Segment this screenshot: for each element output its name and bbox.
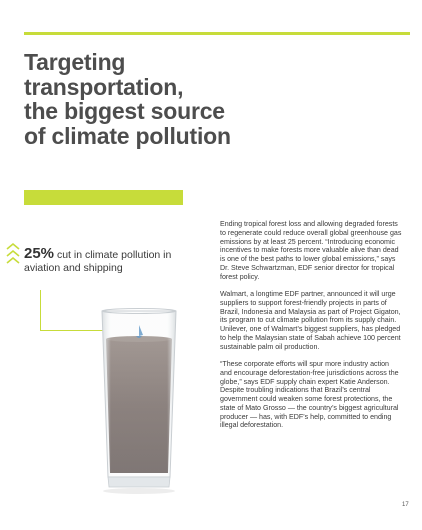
body-copy	[220, 220, 402, 439]
top-accent-rule	[24, 32, 410, 35]
glass-icon	[100, 305, 178, 505]
glass-of-water-illustration	[100, 305, 178, 505]
page-number: 17	[402, 502, 409, 508]
headline-line-4: of climate pollution	[24, 122, 231, 149]
headline-line-2: transportation,	[24, 73, 184, 100]
body-paragraph: Walmart, a longtime EDF partner, announced it will urge suppliers to support forest-friendly projects in parts of Brazil, Indonesia and Malaysia as part of Project Gigaton, its program to cut climate pollution from its supply chain. Unilever, one of Walmart’s biggest suppliers, has pledged to help the Malaysian state of Sabah achieve 100 percent sustainable palm oil production.	[220, 290, 401, 351]
callout-connector-line	[40, 290, 103, 331]
rising-waves-icon	[6, 241, 20, 271]
body-paragraph: “These corporate efforts will spur more industry action and encourage deforestation-free jurisdictions across the globe,” says EDF supply chain expert Katie Anderson. Despite troubling indications that Brazil’s central government could weaken some forest protections, the state of Mato Grosso — the country’s biggest agricultural producer — has, with EDF’s help, committed to ending illegal deforestation.	[220, 360, 399, 430]
headline-line-1: Targeting	[24, 49, 126, 75]
section-accent-bar	[24, 190, 183, 205]
page-headline	[24, 50, 324, 148]
statistic-callout	[24, 245, 174, 274]
statistic-value: 25%	[24, 245, 55, 262]
body-paragraph: Ending tropical forest loss and allowing degraded forests to regenerate could reduce overall global greenhouse gas emissions by at least 25 percent. “Introducing economic incentives to make forests more valuable alive than dead is one of the best paths to lower global emissions,” says Dr. Steve Schwartzman, EDF senior director for tropical forest policy.	[220, 220, 402, 281]
statistic-description: cut in climate pollution in aviation and shipping	[24, 249, 172, 274]
headline-line-3: the biggest source	[24, 98, 225, 124]
